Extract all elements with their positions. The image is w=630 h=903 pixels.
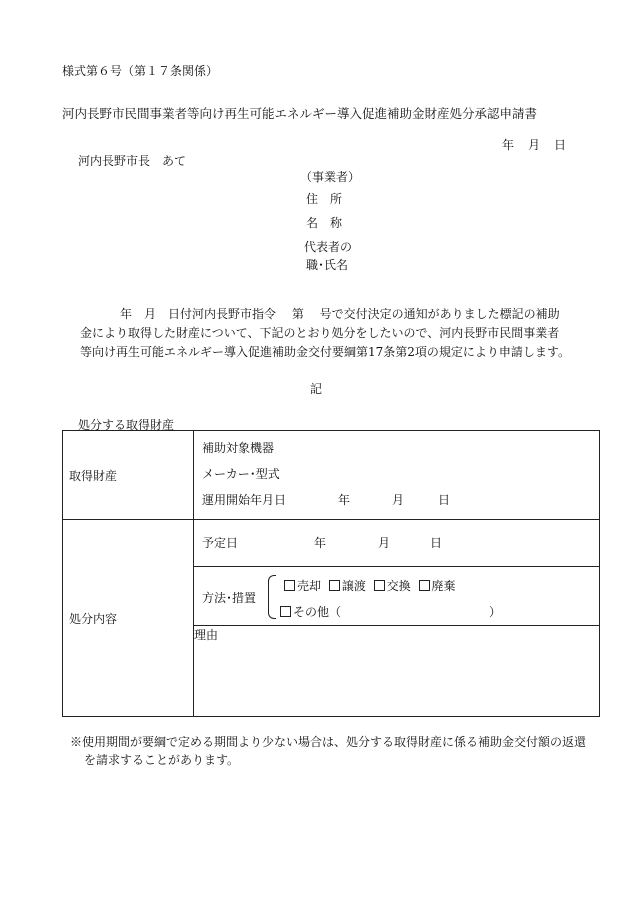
property-table — [62, 430, 600, 717]
application-body-text: 年 月 日付河内長野市指令 第 号で交付決定の通知がありました標記の補助金により取得した財産について、下記のとおり処分をしたいので、河内長野市民間事業者等向け再生可能エネルギー導入促進補助金交付要綱第17条第2項の規定により申請します。 — [80, 307, 570, 359]
checkbox-transfer[interactable] — [329, 580, 340, 591]
checkbox-sell[interactable] — [284, 580, 295, 591]
footnote: ※使用期間が要綱で定める期間より少ない場合は、処分する取得財産に係る補助金交付額の返還を請求することがあります。 — [70, 735, 587, 767]
method-cell — [194, 567, 600, 626]
maker-model-label: メーカー･型式 — [202, 467, 280, 481]
form-number: 様式第６号（第１７条関係） — [62, 64, 219, 78]
operation-start-label: 運用開始年月日 — [202, 493, 287, 507]
brace-icon — [268, 575, 276, 619]
option-other: その他（ — [293, 605, 342, 619]
applicant-name-label: 名 称 — [306, 216, 343, 230]
option-other-close: ） — [489, 605, 502, 619]
start-day: 日 — [438, 493, 451, 507]
ki-heading: 記 — [310, 382, 323, 396]
method-other — [280, 603, 501, 620]
option-discard: 廃棄 — [431, 579, 456, 593]
reason-cell — [194, 626, 600, 717]
start-month: 月 — [392, 493, 405, 507]
checkbox-discard[interactable] — [419, 580, 430, 591]
option-sell: 売却 — [297, 579, 322, 593]
scheduled-month: 月 — [378, 536, 391, 550]
date-day: 日 — [554, 138, 567, 152]
acquired-property-cell — [194, 431, 600, 520]
section-label: 処分する取得財産 — [78, 418, 175, 432]
method-label: 方法･措置 — [202, 591, 257, 605]
date-year: 年 — [502, 138, 515, 152]
option-transfer: 譲渡 — [341, 579, 366, 593]
reason-label: 理由 — [194, 628, 219, 642]
document-title: 河内長野市民間事業者等向け再生可能エネルギー導入促進補助金財産処分承認申請書 — [62, 106, 538, 121]
checkbox-exchange[interactable] — [374, 580, 385, 591]
option-exchange: 交換 — [386, 579, 411, 593]
addressee: 河内長野市長 あて — [78, 154, 187, 168]
disposal-row — [63, 520, 600, 567]
acquired-property-head: 取得財産 — [63, 431, 194, 520]
representative-label-1: 代表者の — [304, 240, 353, 254]
scheduled-year: 年 — [314, 536, 327, 550]
disposal-head: 処分内容 — [63, 520, 194, 717]
scheduled-date — [194, 530, 599, 556]
applicant-label: （事業者） — [300, 170, 361, 184]
representative-label-2: 職･氏名 — [306, 258, 349, 272]
acquired-property-row — [63, 431, 600, 520]
method-options — [280, 577, 456, 594]
checkbox-other[interactable] — [280, 606, 291, 617]
date-month: 月 — [528, 138, 541, 152]
operation-start-date — [194, 487, 599, 513]
scheduled-day: 日 — [430, 536, 443, 550]
applicant-address-label: 住 所 — [306, 192, 343, 206]
equipment-label: 補助対象機器 — [202, 441, 275, 455]
scheduled-date-cell — [194, 520, 600, 567]
application-date — [502, 136, 566, 153]
scheduled-label: 予定日 — [202, 536, 239, 550]
start-year: 年 — [338, 493, 351, 507]
